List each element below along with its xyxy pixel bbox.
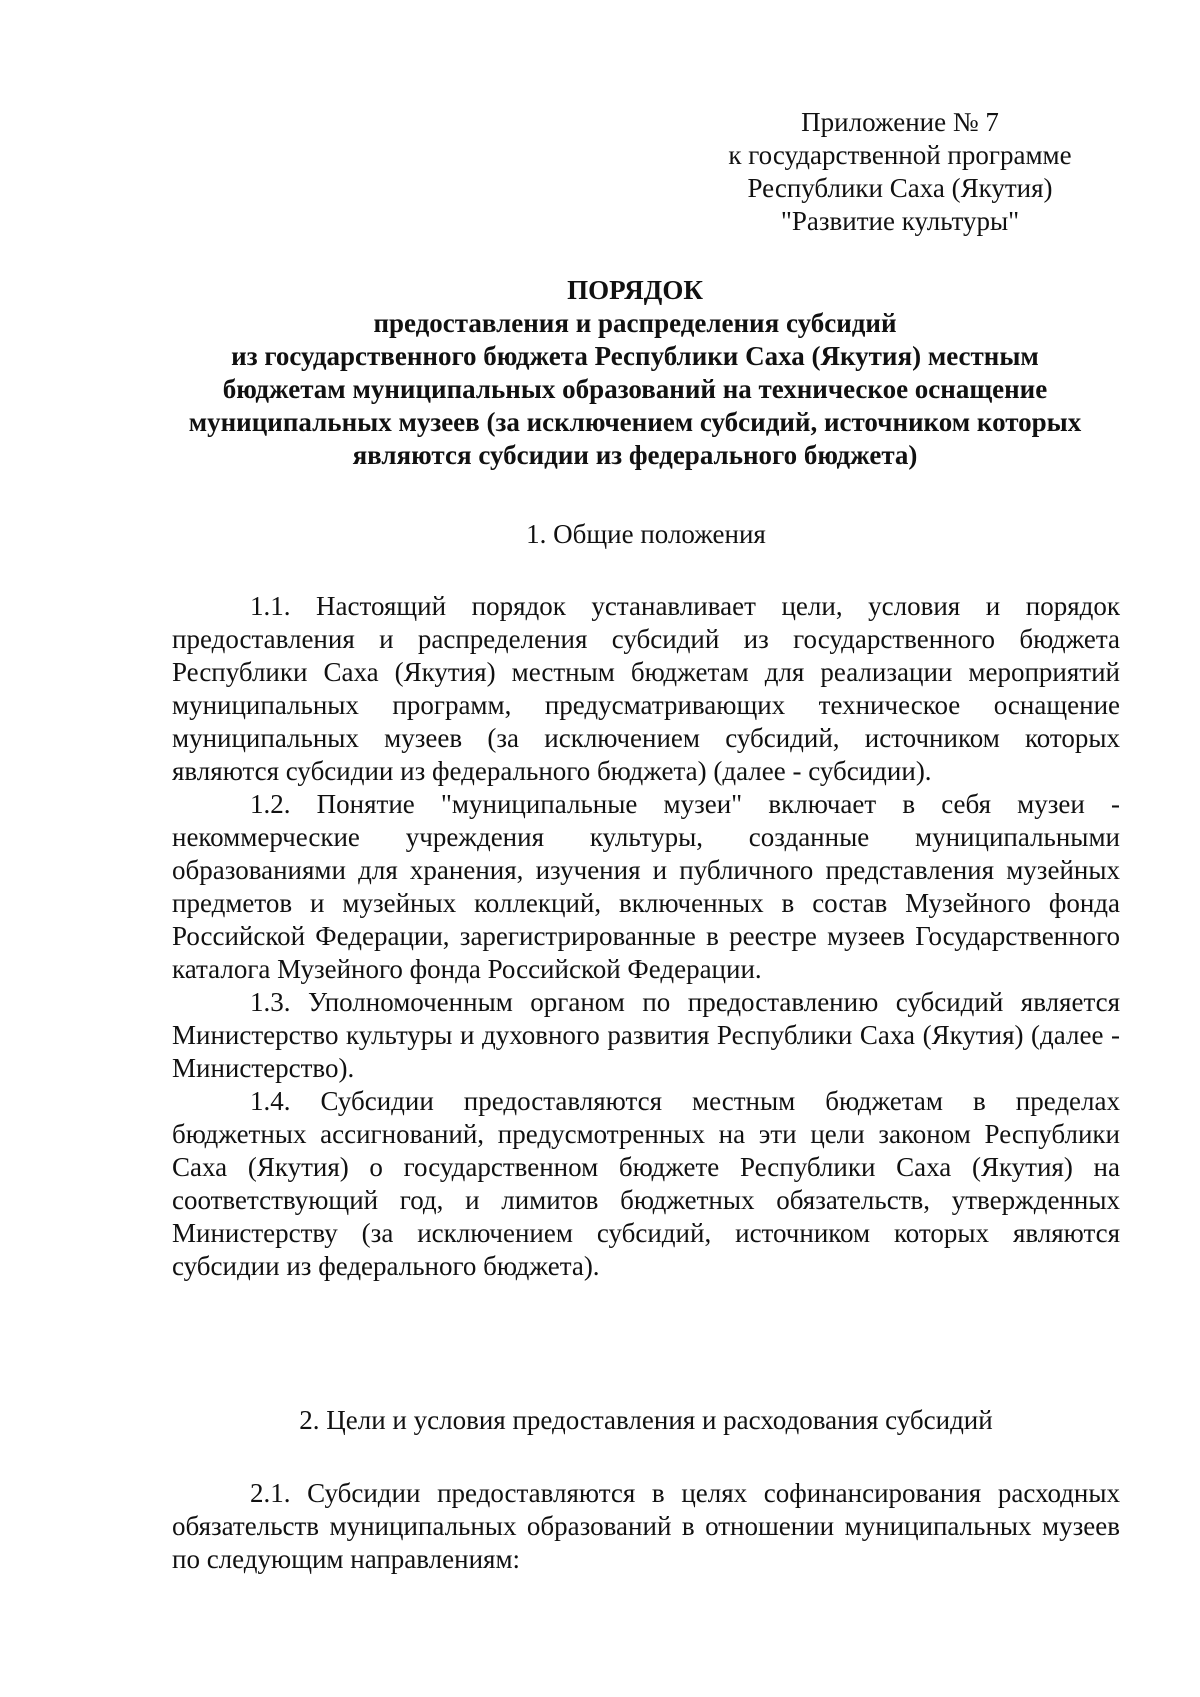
title-line-4: муниципальных музеев (за исключением субсидий, источником которых	[188, 407, 1082, 437]
appendix-line-4: "Развитие культуры"	[780, 206, 1020, 236]
paragraph-2-1: 2.1. Субсидии предоставляются в целях софинансирования расходных обязательств муниципальных образований в отношении муниципальных музеев по следующим направлениям:	[172, 1478, 1120, 1574]
paragraph-1-4: 1.4. Субсидии предоставляются местным бюджетам в пределах бюджетных ассигнований, предусмотренных на эти цели законом Республики Саха (Якутия) о государственном бюджете Республики Саха (Якутия) на соответствующий год, и лимитов бюджетных обязательств, утвержденных Министерству (за исключением субсидий, источником которых являются субсидии из федерального бюджета).	[172, 1086, 1120, 1281]
paragraph-1-1: 1.1. Настоящий порядок устанавливает цели, условия и порядок предоставления и распределения субсидий из государственного бюджета Республики Саха (Якутия) местным бюджетам для реализации мероприятий муниципальных программ, предусматривающих техническое оснащение муниципальных музеев (за исключением субсидий, источником которых являются субсидии из федерального бюджета) (далее - субсидии).	[172, 591, 1120, 786]
appendix-line-3: Республики Саха (Якутия)	[747, 173, 1053, 203]
title-line-3: бюджетам муниципальных образований на техническое оснащение	[222, 374, 1048, 404]
title-line-2: из государственного бюджета Республики Саха (Якутия) местным	[231, 341, 1039, 371]
title-main: ПОРЯДОК	[567, 275, 703, 305]
section-2-body	[172, 1477, 1120, 1576]
paragraph-1-3: 1.3. Уполномоченным органом по предоставлению субсидий является Министерство культуры и духовного развития Республики Саха (Якутия) (далее - Министерство).	[172, 987, 1120, 1083]
appendix-reference	[680, 106, 1120, 238]
title-line-1: предоставления и распределения субсидий	[373, 308, 897, 338]
paragraph-1-2: 1.2. Понятие "муниципальные музеи" включает в себя музеи - некоммерческие учреждения культуры, созданные муниципальными образованиями для хранения, изучения и публичного представления музейных предметов и музейных коллекций, включенных в состав Музейного фонда Российской Федерации, зарегистрированные в реестре музеев Государственного каталога Музейного фонда Российской Федерации.	[172, 789, 1120, 984]
document-title	[150, 274, 1120, 472]
title-line-5: являются субсидии из федерального бюджета)	[352, 440, 918, 470]
appendix-line-2: к государственной программе	[728, 140, 1072, 170]
section-2-heading: 2. Цели и условия предоставления и расходования субсидий	[299, 1405, 993, 1435]
section-1-body	[172, 590, 1120, 1283]
section-1-heading: 1. Общие положения	[526, 519, 766, 549]
appendix-line-1: Приложение № 7	[801, 107, 999, 137]
